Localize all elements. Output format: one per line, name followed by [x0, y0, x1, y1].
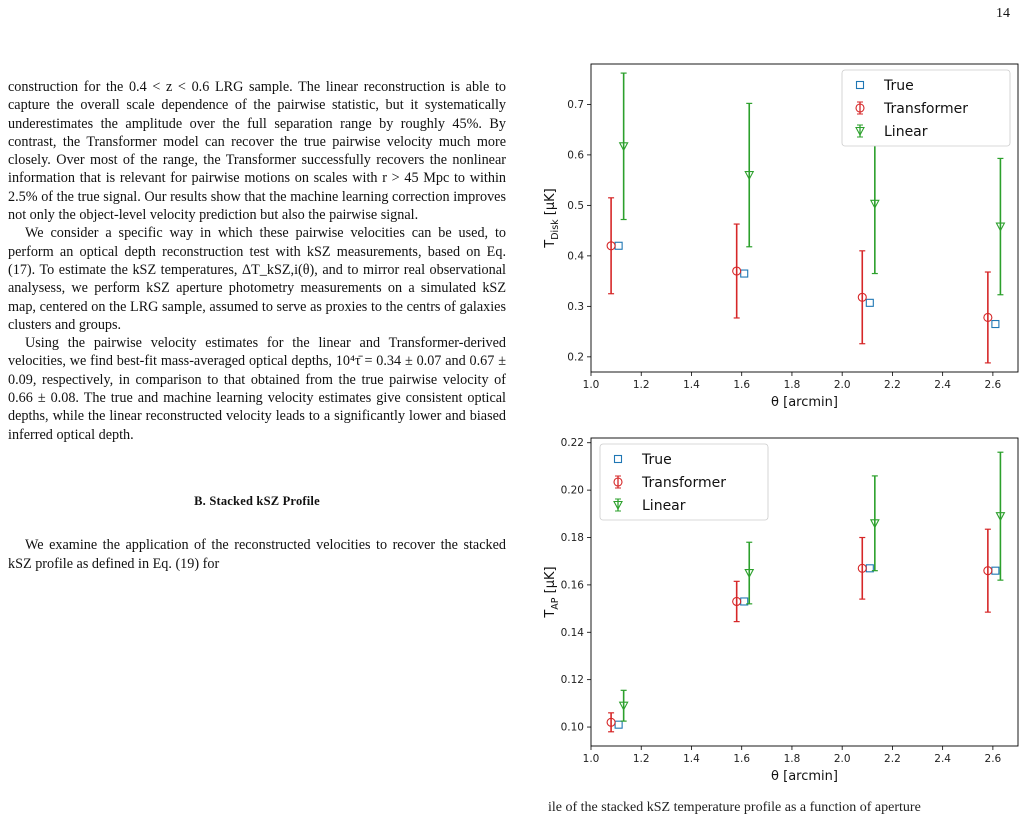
- x-tick-label: 1.8: [783, 379, 801, 391]
- y-tick-label: 0.7: [567, 98, 584, 111]
- data-point: [615, 242, 622, 249]
- y-tick-label: 0.5: [567, 199, 584, 212]
- x-tick-label: 1.2: [632, 379, 650, 391]
- data-point: [741, 270, 748, 277]
- x-tick-label: 1.8: [783, 753, 801, 765]
- chart-disk-svg: [536, 58, 1022, 420]
- paragraph-3: Using the pairwise velocity estimates for the linear and Transformer-derived velocities, we find best-fit mass-averaged optical depths, 10⁴τ̄ = 0.34 ± 0.07 and 0.67 ± 0.09, respectively, in comparison to that obtained from the true pairwise velocity of 0.66 ± 0.08. The true and machine learning velocity estimates give consistent optical depths, while the linear reconstructed velocity leads to a significantly lower and biased inferred optical depth.: [8, 335, 506, 443]
- x-tick-label: 1.0: [582, 753, 600, 765]
- x-tick-label: 1.0: [582, 379, 600, 391]
- body-text-column: [8, 78, 506, 573]
- x-tick-label: 1.4: [683, 379, 700, 391]
- y-axis-label: $T_{AP}$ [μK]: [543, 566, 561, 618]
- y-tick-label: 0.12: [560, 674, 584, 687]
- figure-caption-fragment: ile of the stacked kSZ temperature profile as a function of aperture: [548, 800, 921, 815]
- paragraph-4: We examine the application of the reconstructed velocities to recover the stacked kSZ profile as defined in Eq. (19) for: [8, 537, 506, 572]
- y-tick-label: 0.3: [567, 300, 584, 313]
- legend-label: Transformer: [642, 475, 727, 491]
- x-tick-label: 2.2: [884, 753, 901, 765]
- x-axis-label: θ [arcmin]: [771, 769, 838, 784]
- x-tick-label: 2.6: [984, 753, 1002, 765]
- y-tick-label: 0.20: [560, 484, 584, 497]
- chart-disk-temperature: [536, 58, 1022, 420]
- series-true: [615, 565, 999, 728]
- chart-legend: [842, 70, 1010, 146]
- chart-aperture-temperature: [536, 428, 1022, 790]
- page-number: 14: [996, 6, 1010, 21]
- x-tick-label: 1.2: [632, 753, 650, 765]
- data-point: [992, 321, 999, 328]
- legend-label: True: [884, 78, 914, 94]
- legend-label: Transformer: [884, 101, 969, 117]
- y-tick-label: 0.6: [567, 149, 584, 162]
- data-point: [992, 567, 999, 574]
- data-point: [866, 299, 873, 306]
- y-tick-label: 0.14: [560, 626, 584, 639]
- y-tick-label: 0.2: [567, 351, 584, 364]
- legend-label: True: [642, 452, 672, 468]
- paragraph-2: We consider a specific way in which these pairwise velocities can be used, to perform an optical depth reconstruction test with kSZ measurements, based on Eq. (17). To estimate the kSZ temperatures, ΔT_kSZ,i(θ), and to mirror real observational analysess, we perform kSZ aperture photometry measurements on a simulated kSZ map, centered on the LRG sample, assumed to serve as proxies to the centrs of galaxies clusters and groups.: [8, 225, 506, 333]
- series-transformer: [607, 198, 992, 363]
- legend-label: Linear: [884, 124, 928, 140]
- legend-label: Linear: [642, 498, 686, 514]
- section-heading: B. Stacked kSZ Profile: [194, 493, 320, 508]
- x-tick-label: 2.0: [833, 753, 851, 765]
- x-tick-label: 2.4: [934, 379, 951, 391]
- paragraph-1: construction for the 0.4 < z < 0.6 LRG sample. The linear reconstruction is able to capture the overall scale dependence of the pairwise statistic, but it systematically underestimates the amplitude over the full separation range by roughly 45%. By contrast, the Transformer model can recover the true pairwise velocity much more closely. Over most of the range, the Transformer successfully recovers the nonlinear information that is relevant for pairwise motions on scales with r > 45 Mpc to within 2.5% of the true signal. Our results show that the machine learning correction improves not only the object-level velocity prediction but also the pairwise signal.: [8, 79, 506, 224]
- x-tick-label: 2.2: [884, 379, 901, 391]
- x-tick-label: 2.4: [934, 753, 951, 765]
- y-tick-label: 0.16: [560, 579, 584, 592]
- series-true: [615, 242, 999, 327]
- x-axis-label: θ [arcmin]: [771, 395, 838, 410]
- y-tick-label: 0.22: [560, 437, 584, 450]
- x-tick-label: 2.0: [833, 379, 851, 391]
- data-point: [615, 721, 622, 728]
- y-tick-label: 0.4: [567, 250, 584, 263]
- chart-legend: [600, 444, 768, 520]
- x-tick-label: 2.6: [984, 379, 1002, 391]
- x-tick-label: 1.6: [733, 379, 751, 391]
- y-tick-label: 0.18: [560, 532, 584, 545]
- chart-ap-svg: [536, 428, 1022, 790]
- x-tick-label: 1.4: [683, 753, 700, 765]
- y-axis-label: $T_{Disk}$ [μK]: [543, 188, 561, 248]
- x-tick-label: 1.6: [733, 753, 751, 765]
- series-transformer: [607, 529, 992, 732]
- y-tick-label: 0.10: [560, 721, 584, 734]
